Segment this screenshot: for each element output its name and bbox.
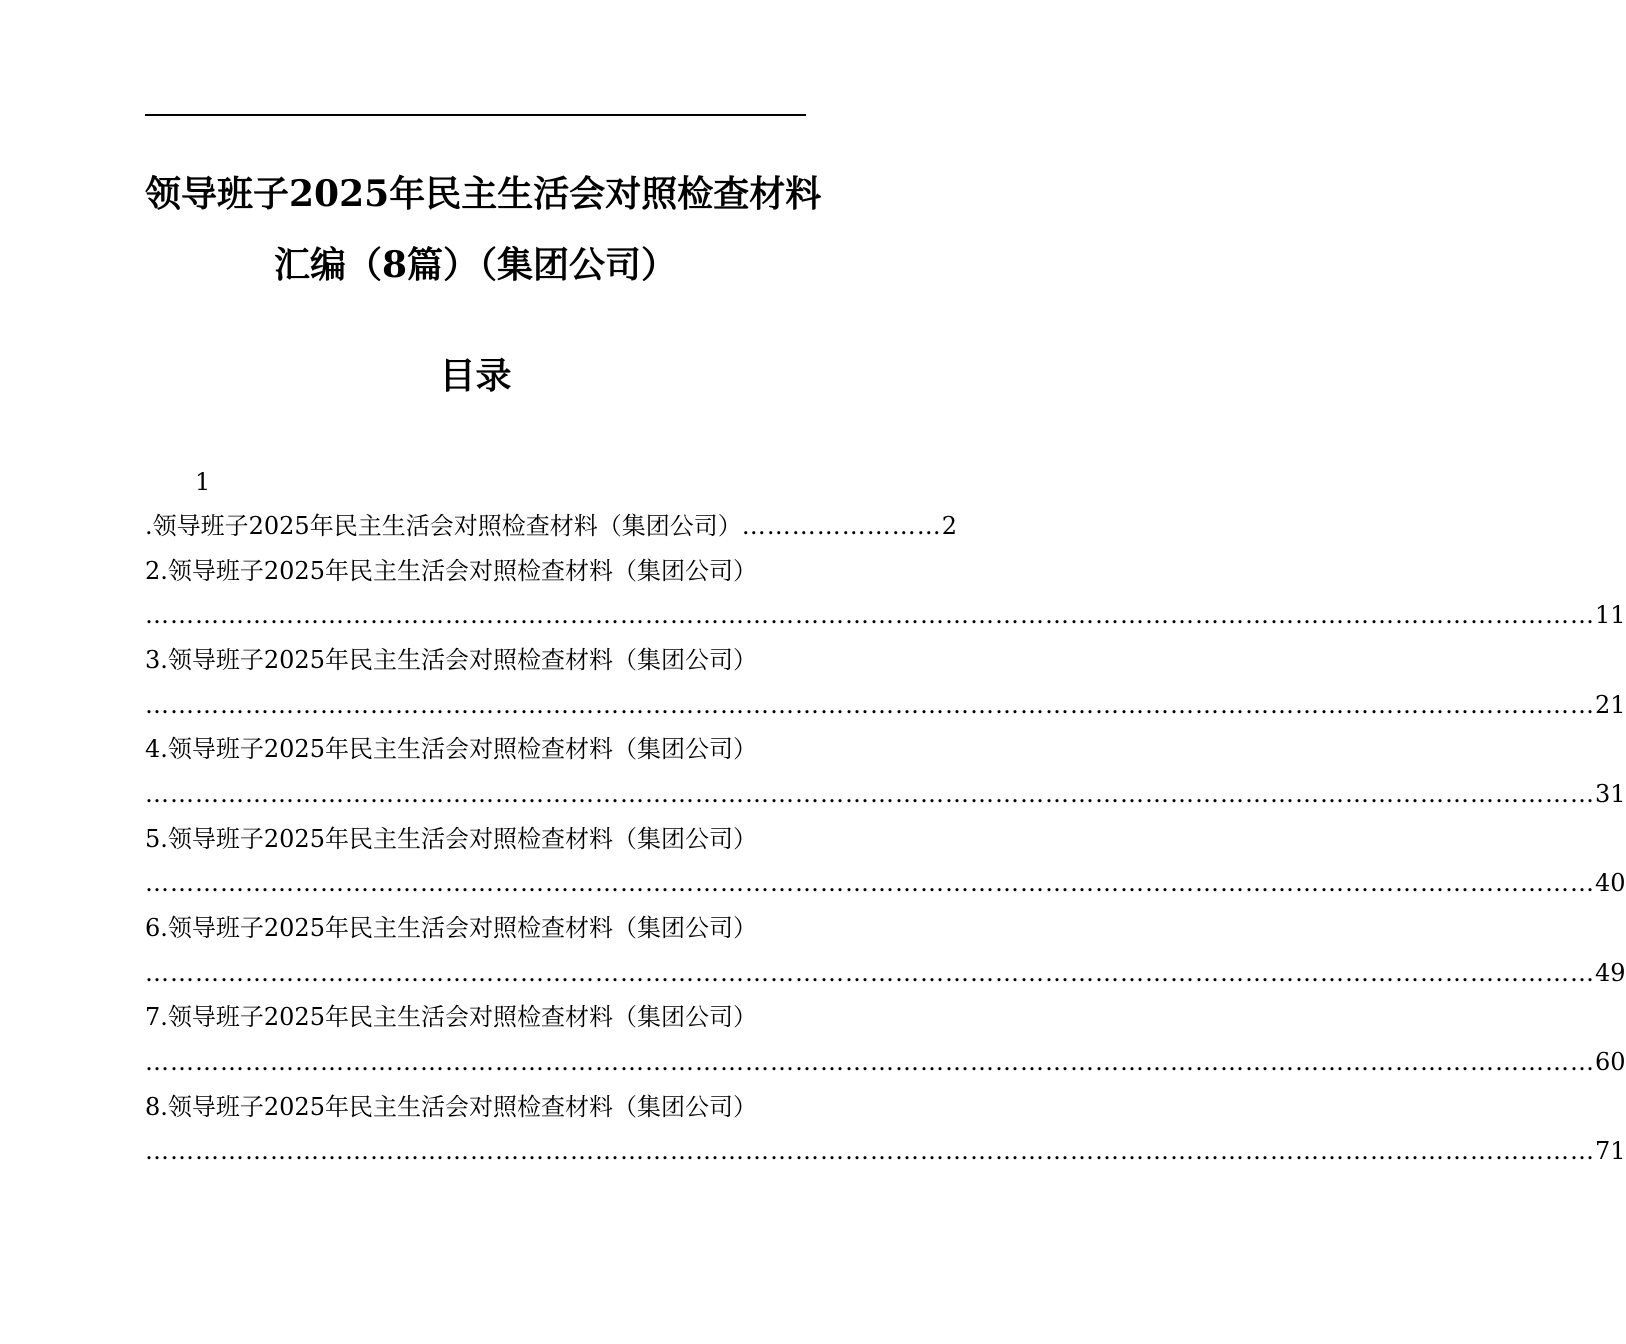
toc-entry-text: 2.领导班子2025年民主生活会对照检查材料（集团公司） <box>145 557 757 585</box>
toc-entry-4-leader[interactable] <box>145 776 1626 812</box>
toc-entry-text: 7.领导班子2025年民主生活会对照检查材料（集团公司） <box>145 1003 757 1031</box>
header-rule <box>145 114 806 116</box>
document-title-line-1: 领导班子2025年民主生活会对照检查材料 <box>145 173 822 215</box>
toc-page-number: 31 <box>1595 780 1626 808</box>
toc-page-number: 49 <box>1595 959 1626 987</box>
toc-page-number: 60 <box>1595 1048 1626 1076</box>
toc-page-number: 21 <box>1595 691 1626 719</box>
toc-entry-text: 4.领导班子2025年民主生活会对照检查材料（集团公司） <box>145 735 757 763</box>
toc-leader-dots: ………………………………………………………………………………………………………………………………………………………… <box>145 1048 1595 1076</box>
toc-entry-5[interactable] <box>145 821 806 857</box>
toc-leader-dots: ………………………………………………………………………………………………………………………………………………………… <box>145 1137 1595 1165</box>
toc-leader-dots: ………………………………………………………………………………………………………………………………………………………… <box>145 780 1595 808</box>
toc-leader-dots: ………………………………………………………………………………………………………………………………………………………… <box>145 869 1595 897</box>
toc-entry-3-leader[interactable] <box>145 687 1626 723</box>
toc-entry-text: 3.领导班子2025年民主生活会对照检查材料（集团公司） <box>145 646 757 674</box>
toc-leader-dots: ………………………………………………………………………………………………………………………………………………………… <box>145 691 1595 719</box>
toc-leader-dots: ………………………………………………………………………………………………………………………………………………………… <box>145 959 1595 987</box>
toc-entry-1-number-line <box>145 464 806 500</box>
toc-page-number: 71 <box>1595 1137 1626 1165</box>
toc-page-number: 40 <box>1595 869 1626 897</box>
toc-leader-dots: ………………………………………………………………………………………………………………………………………………………… <box>145 601 1595 629</box>
toc-entry-8[interactable] <box>145 1089 806 1125</box>
toc-entry-6-leader[interactable] <box>145 955 1626 991</box>
toc-entry-3[interactable] <box>145 642 806 678</box>
toc-entry-1[interactable] <box>145 508 957 544</box>
toc-entry-text: 5.领导班子2025年民主生活会对照检查材料（集团公司） <box>145 825 757 853</box>
toc-heading: 目录 <box>439 355 512 397</box>
toc-entry-5-leader[interactable] <box>145 865 1626 901</box>
document-title-line-2: 汇编（8篇）（集团公司） <box>273 244 678 286</box>
toc-entry-6[interactable] <box>145 910 806 946</box>
toc-entry-2[interactable] <box>145 553 806 589</box>
toc-entry-7[interactable] <box>145 999 806 1035</box>
toc-page-number: 11 <box>1595 601 1626 629</box>
toc-page-number: 2 <box>941 512 957 540</box>
toc-entry-text: 8.领导班子2025年民主生活会对照检查材料（集团公司） <box>145 1093 757 1121</box>
toc-entry-text: 6.领导班子2025年民主生活会对照检查材料（集团公司） <box>145 914 757 942</box>
toc-entry-1-number[interactable]: 1 <box>195 468 211 496</box>
toc-leader-dots: …………………… <box>741 512 942 540</box>
toc-entry-7-leader[interactable] <box>145 1044 1626 1080</box>
toc-entry-2-leader[interactable] <box>145 597 1626 633</box>
toc-entry-text: .领导班子2025年民主生活会对照检查材料（集团公司） <box>145 512 742 540</box>
toc-entry-4[interactable] <box>145 731 806 767</box>
toc-entry-8-leader[interactable] <box>145 1133 1626 1169</box>
